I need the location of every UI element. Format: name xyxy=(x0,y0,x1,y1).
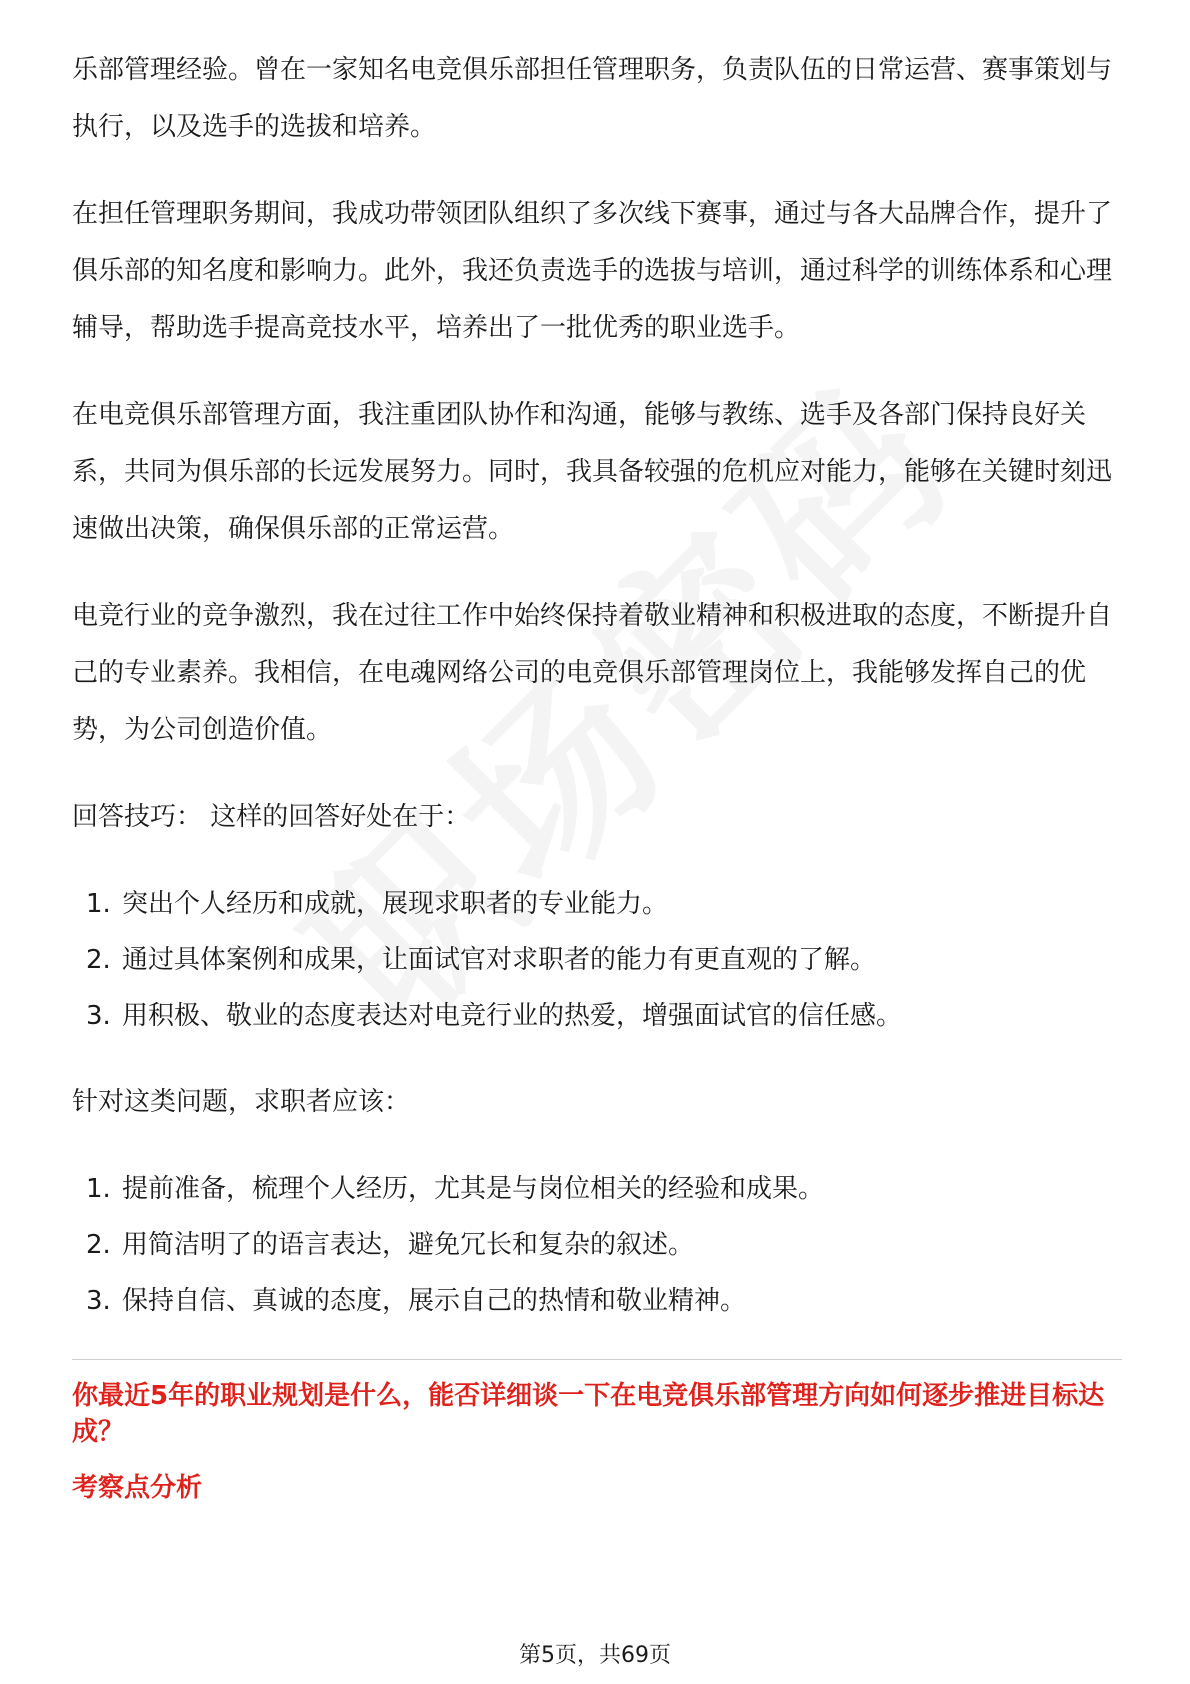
list-number: 3. xyxy=(86,1001,111,1031)
paragraph-1: 乐部管理经验。曾在一家知名电竞俱乐部担任管理职务，负责队伍的日常运营、赛事策划与执行，以及选手的选拔和培养。 xyxy=(72,55,1113,142)
list-item xyxy=(72,988,1122,1044)
list-item xyxy=(72,1273,1122,1329)
document-body xyxy=(72,42,1122,1508)
list-text: 提前准备，梳理个人经历，尤其是与岗位相关的经验和成果。 xyxy=(122,1174,825,1204)
list-item xyxy=(72,1217,1122,1273)
list-text: 保持自信、真诚的态度，展示自己的热情和敬业精神。 xyxy=(122,1286,747,1316)
list-text: 用积极、敬业的态度表达对电竞行业的热爱，增强面试官的信任感。 xyxy=(122,1001,903,1031)
section-title: 考察点分析 xyxy=(72,1473,203,1503)
tips-intro: 回答技巧： 这样的回答好处在于： xyxy=(72,802,471,832)
page-footer: 第5页，共69页 xyxy=(519,1643,671,1668)
list-number: 2. xyxy=(86,945,111,975)
list-number: 3. xyxy=(86,1286,111,1316)
list-number: 2. xyxy=(86,1230,111,1260)
paragraph-3: 在电竞俱乐部管理方面，我注重团队协作和沟通，能够与教练、选手及各部门保持良好关系，共同为俱乐部的长远发展努力。同时，我具备较强的危机应对能力，能够在关键时刻迅速做出决策，确保俱乐部的正常运营。 xyxy=(72,400,1113,544)
advice-list xyxy=(72,1161,1122,1329)
paragraph-4: 电竞行业的竞争激烈，我在过往工作中始终保持着敬业精神和积极进取的态度，不断提升自己的专业素养。我相信，在电魂网络公司的电竞俱乐部管理岗位上，我能够发挥自己的优势，为公司创造价值。 xyxy=(72,601,1113,745)
list-text: 通过具体案例和成果，让面试官对求职者的能力有更直观的了解。 xyxy=(122,945,877,975)
paragraph-2: 在担任管理职务期间，我成功带领团队组织了多次线下赛事，通过与各大品牌合作，提升了俱乐部的知名度和影响力。此外，我还负责选手的选拔与培训，通过科学的训练体系和心理辅导，帮助选手提高竞技水平，培养出了一批优秀的职业选手。 xyxy=(72,199,1113,343)
next-question-heading: 你最近5年的职业规划是什么，能否详细谈一下在电竞俱乐部管理方向如何逐步推进目标达成？ xyxy=(72,1381,1105,1447)
list-item xyxy=(72,932,1122,988)
tips-list xyxy=(72,876,1122,1044)
list-text: 用简洁明了的语言表达，避免冗长和复杂的叙述。 xyxy=(122,1230,695,1260)
list-text: 突出个人经历和成就，展现求职者的专业能力。 xyxy=(122,889,669,919)
advice-intro: 针对这类问题，求职者应该： xyxy=(72,1087,411,1117)
list-item xyxy=(72,1161,1122,1217)
section-divider xyxy=(72,1359,1122,1360)
list-number: 1. xyxy=(86,889,111,919)
list-number: 1. xyxy=(86,1174,111,1204)
list-item xyxy=(72,876,1122,932)
